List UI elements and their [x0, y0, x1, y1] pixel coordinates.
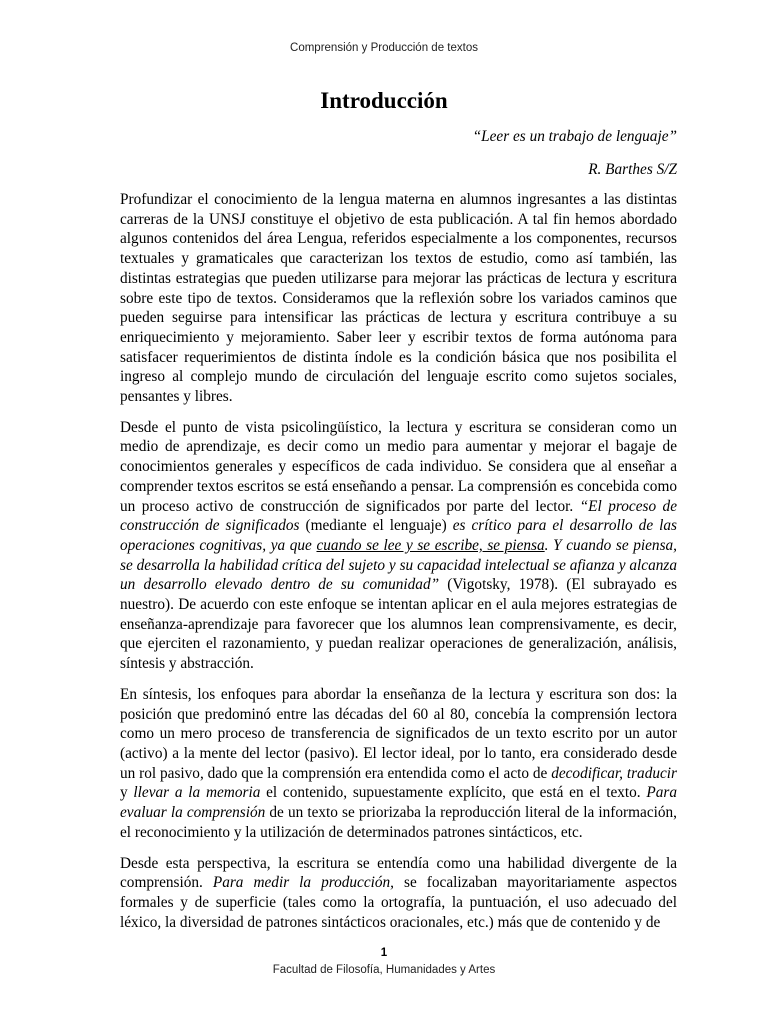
paragraph-4 [120, 854, 677, 933]
body-text [120, 190, 677, 943]
paragraph-1: Profundizar el conocimiento de la lengua materna en alumnos ingresantes a las distintas carreras de la UNSJ constituye el objetivo de esta publicación. A tal fin hemos abordado algunos contenidos del área Lengua, referidos especialmente a los componentes, recursos textuales y gramaticales que caracterizan los textos de estudio, como así también, las distintas estrategias que pueden utilizarse para mejorar las prácticas de lectura y escritura sobre este tipo de textos. Consideramos que la reflexión sobre los variados caminos que pueden seguirse para intensificar las prácticas de lectura y escritura contribuye a su enriquecimiento y mejoramiento. Saber leer y escribir textos de forma autónoma para satisfacer requerimientos de distinta índole es la condición básica que nos posibilita el ingreso al complejo mundo de circulación del lenguaje escrito como sujetos sociales, pensantes y libres. [120, 191, 677, 406]
page-footer: Facultad de Filosofía, Humanidades y Artes [272, 964, 496, 976]
paragraph-3-text-2: y [120, 784, 134, 802]
running-header: Comprensión y Producción de textos [290, 42, 478, 54]
paragraph-2-underlined: cuando se lee y se escribe, se piensa [316, 536, 545, 554]
paragraph-2-text-3: (Vigotsky, 1978). (El subrayado es nuestro). De acuerdo con este enfoque se intentan aplicar en el aula mejores estrategias de enseñanza-aprendizaje para favorecer que los alumnos lean comprensivamente, es decir, que ejerciten el razonamiento, y puedan realizar operaciones de generalización, análisis, síntesis y abstracción. [120, 576, 678, 673]
paragraph-2 [120, 418, 677, 674]
paragraph-3-text-4: de un texto se priorizaba la reproducción literal de la información, el reconocimiento y la utilización de determinados patrones sintácticos, etc. [120, 804, 677, 841]
paragraph-4-italic-1: Para medir la producción, [212, 874, 395, 892]
paragraph-2-italic-3: . Y cuando se piensa, se desarrolla la habilidad crítica del sujeto y su capacidad intelectual se afianza y alcanza un desarrollo elevado dentro de su comunidad” [120, 536, 677, 594]
paragraph-3-italic-1: decodificar, traducir [551, 764, 677, 782]
paragraph-3-italic-3: Para evaluar la comprensión [120, 784, 677, 822]
page-number: 1 [380, 947, 388, 959]
paragraph-3 [120, 685, 677, 843]
paragraph-4-text-2: se focalizaban mayoritariamente aspectos formales y de superficie (tales como la ortografía, la puntuación, el uso adecuado del léxico, la diversidad de patrones sintácticos oracionales, etc.) más que de contenido y de [120, 874, 677, 931]
epigraph-quote: “Leer es un trabajo de lenguaje” [472, 128, 677, 145]
paragraph-2-text-1: Desde el punto de vista psicolingüístico, la lectura y escritura se consideran como un medio de aprendizaje, es decir como un medio para aumentar y mejorar el bagaje de conocimientos generales y específicos de cada individuo. Se considera que al enseñar a comprender textos escritos se está enseñando a pensar. La comprensión es concebida como un proceso activo de construcción de significados por parte del lector. [120, 418, 677, 515]
paragraph-2-italic-2: es crítico para el desarrollo de las operaciones cognitivas, ya que [120, 517, 677, 554]
paragraph-2-text-2: (mediante el lenguaje) [299, 517, 453, 535]
paragraph-2-italic-1: “El proceso de construcción de significados [120, 497, 677, 535]
page-title: Introducción [320, 88, 448, 113]
paragraph-4-text-1: Desde esta perspectiva, la escritura se entendía como una habilidad divergente de la comprensión. [120, 854, 677, 892]
epigraph-author: R. Barthes S/Z [588, 161, 677, 178]
paragraph-3-text-1: En síntesis, los enfoques para abordar la enseñanza de la lectura y escritura son dos: la posición que predominó entre las décadas del 60 al 80, concebía la comprensión lectora como un mero proceso de transferencia de significados de un texto escrito por un autor (activo) a la mente del lector (pasivo). El lector ideal, por lo tanto, era considerado desde un rol pasivo, dado que la comprensión era entendida como el acto de [120, 685, 677, 782]
paragraph-3-italic-2: llevar a la memoria [133, 784, 261, 802]
paragraph-3-text-3: el contenido, supuestamente explícito, que está en el texto. [260, 784, 647, 802]
